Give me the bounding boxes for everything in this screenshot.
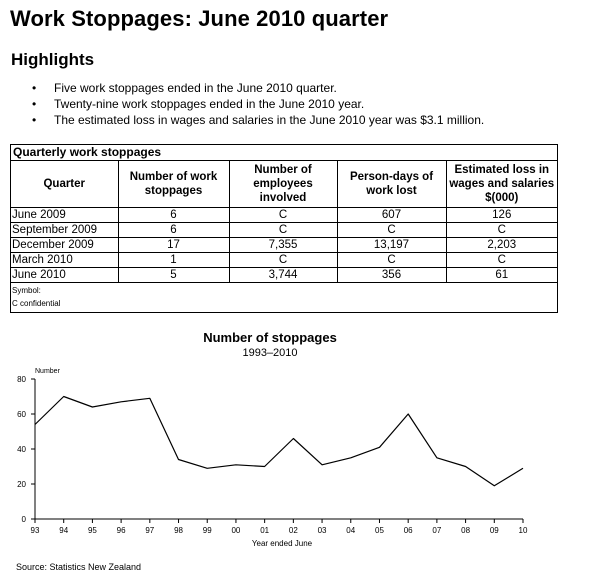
source-note: Source: Statistics New Zealand [16,562,142,572]
cell-stoppages: 6 [118,223,229,238]
cell-employees: 3,744 [229,268,337,283]
chart-title: Number of stoppages [203,330,337,345]
cell-stoppages: 17 [118,238,229,253]
x-tick-label: 97 [145,526,155,535]
y-tick-label: 0 [21,515,26,524]
x-tick-label: 07 [432,526,442,535]
cell-wage-loss: 61 [446,268,557,283]
header-quarter: Quarter [11,161,118,208]
cell-quarter: June 2010 [11,268,118,283]
cell-employees: 7,355 [229,238,337,253]
cell-person-days: 13,197 [337,238,446,253]
x-tick-label: 02 [288,526,298,535]
cell-quarter: December 2009 [11,238,118,253]
page-title: Work Stoppages: June 2010 quarter [10,6,389,31]
stoppages-table-grid [11,161,557,283]
x-tick-label: 99 [202,526,212,535]
chart-series [35,397,523,486]
table-caption: Quarterly work stoppages [11,145,557,161]
header-wage-loss: Estimated loss in wages and salaries $(000) [446,161,557,208]
cell-employees: C [229,208,337,223]
y-tick-label: 20 [17,480,26,489]
cell-person-days: 356 [337,268,446,283]
quarterly-stoppages-table [10,144,558,313]
x-tick-label: 04 [346,526,356,535]
x-tick-label: 00 [231,526,241,535]
x-tick-label: 05 [375,526,384,535]
cell-stoppages: 5 [118,268,229,283]
highlight-item: • Five work stoppages ended in the June 2010 quarter. [30,80,484,96]
cell-wage-loss: 126 [446,208,557,223]
table-row [11,238,557,253]
table-header-row [11,161,557,208]
table-footnotes [11,283,557,310]
highlights-heading: Highlights [11,50,95,69]
table-row [11,268,557,283]
cell-wage-loss: 2,203 [446,238,557,253]
stoppages-series-line [35,397,523,486]
header-person-days: Person-days of work lost [337,161,446,208]
highlight-item: • Twenty-nine work stoppages ended in the June 2010 year. [30,96,484,112]
x-tick-label: 09 [489,526,499,535]
cell-employees: C [229,253,337,268]
table-row [11,208,557,223]
header-stoppages: Number of work stoppages [118,161,229,208]
cell-person-days: 607 [337,208,446,223]
x-tick-label: 98 [174,526,183,535]
y-tick-label: 60 [17,410,26,419]
chart-subtitle: 1993–2010 [242,347,298,359]
cell-quarter: September 2009 [11,223,118,238]
x-tick-label: 08 [461,526,471,535]
cell-quarter: March 2010 [11,253,118,268]
cell-quarter: June 2009 [11,208,118,223]
table-row [11,253,557,268]
y-tick-label: 80 [17,375,26,384]
highlight-item: • The estimated loss in wages and salaries in the June 2010 year was $3.1 million. [30,112,484,128]
footnote-symbol: Symbol: [12,286,41,295]
cell-person-days: C [337,223,446,238]
x-tick-label: 01 [260,526,270,535]
x-tick-label: 03 [317,526,327,535]
highlights-list [30,80,484,128]
x-tick-label: 10 [518,526,528,535]
cell-wage-loss: C [446,223,557,238]
header-employees: Number of employees involved [229,161,337,208]
x-tick-label: 06 [403,526,413,535]
cell-employees: C [229,223,337,238]
x-tick-label: 94 [59,526,69,535]
cell-person-days: C [337,253,446,268]
table-row [11,223,557,238]
cell-wage-loss: C [446,253,557,268]
x-axis-label: Year ended June [251,539,313,548]
x-tick-label: 96 [116,526,126,535]
y-axis-label: Number [35,368,60,375]
x-tick-label: 95 [87,526,97,535]
x-tick-label: 93 [30,526,40,535]
stoppages-line-chart [0,360,600,560]
chart-axes [31,379,523,523]
y-tick-label: 40 [17,445,26,454]
cell-stoppages: 6 [118,208,229,223]
cell-stoppages: 1 [118,253,229,268]
footnote-confidential: C confidential [12,299,61,308]
